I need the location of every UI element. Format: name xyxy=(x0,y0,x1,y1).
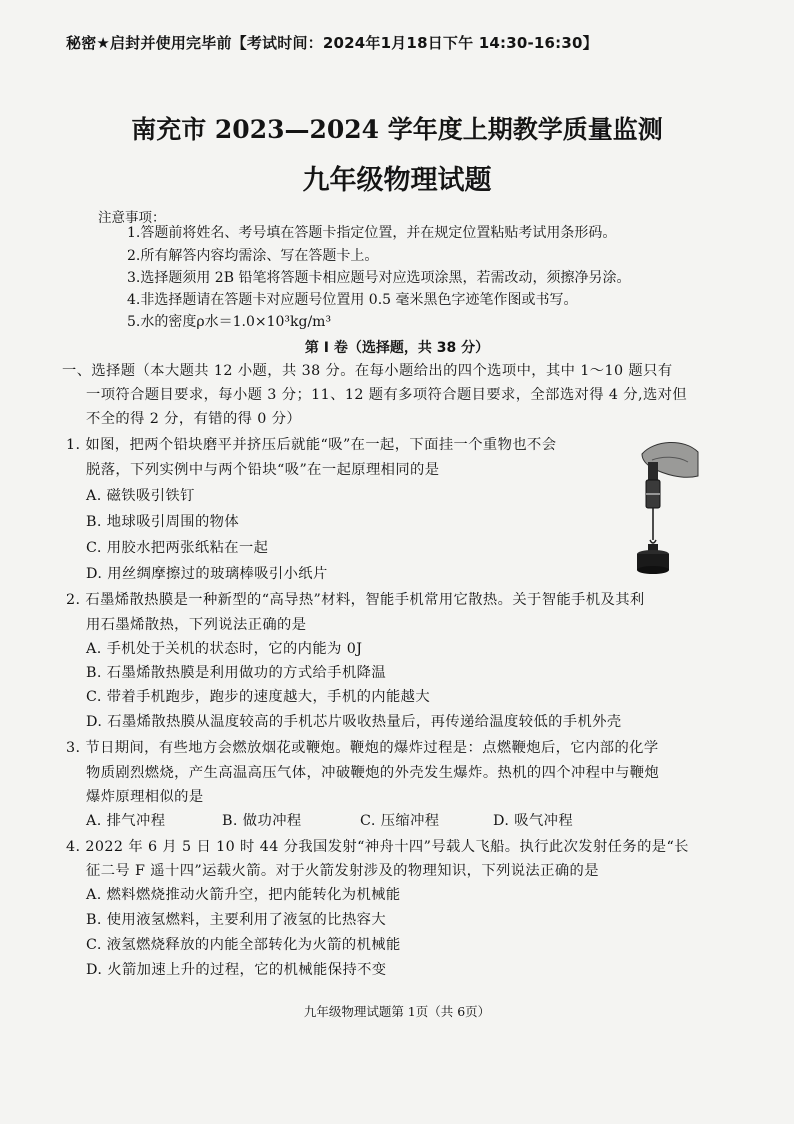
question-stem: 征二号 F 遥十四”运载火箭。对于火箭发射涉及的物理知识，下列说法正确的是 xyxy=(86,863,599,879)
question-stem: 爆炸原理相似的是 xyxy=(86,789,204,805)
option-d: D. 吸气冲程 xyxy=(493,813,574,829)
option-d: D. 火箭加速上升的过程，它的机械能保持不变 xyxy=(86,962,387,978)
part-instruction: 一、选择题（本大题共 12 小题，共 38 分。在每小题给出的四个选项中，其中 1～10 题只有 xyxy=(62,363,673,379)
option-b: B. 地球吸引周围的物体 xyxy=(86,514,240,530)
option-b: B. 做功冲程 xyxy=(222,813,302,829)
option-c: C. 用胶水把两张纸粘在一起 xyxy=(86,540,269,556)
notice-heading: 注意事项： xyxy=(98,210,166,226)
question-stem: 2. 石墨烯散热膜是一种新型的“高导热”材料，智能手机常用它散热。关于智能手机及其利 xyxy=(66,592,645,608)
option-c: C. 压缩冲程 xyxy=(360,813,440,829)
notice-item: 3.选择题须用 2B 铅笔将答题卡相应题号对应选项涂黑，若需改动，须擦净另涂。 xyxy=(127,270,631,286)
question-stem: 脱落，下列实例中与两个铅块“吸”在一起原理相同的是 xyxy=(86,462,440,478)
lead-blocks-figure xyxy=(612,436,702,578)
part-instruction: 不全的得 2 分，有错的得 0 分） xyxy=(86,411,302,427)
notice-item: 4.非选择题请在答题卡对应题号位置用 0.5 毫米黑色字迹笔作图或书写。 xyxy=(127,292,578,308)
confidential-header: 秘密★启封并使用完毕前【考试时间：2024年1月18日下午 14:30-16:30】 xyxy=(66,34,598,52)
option-c: C. 带着手机跑步，跑步的速度越大，手机的内能越大 xyxy=(86,689,431,705)
exam-subtitle: 九年级物理试题 xyxy=(302,165,492,196)
option-a: A. 磁铁吸引铁钉 xyxy=(86,488,195,504)
option-d: D. 用丝绸摩擦过的玻璃棒吸引小纸片 xyxy=(86,566,328,582)
option-a: A. 手机处于关机的状态时，它的内能为 0J xyxy=(86,641,363,657)
question-stem: 1. 如图，把两个铅块磨平并挤压后就能“吸”在一起，下面挂一个重物也不会 xyxy=(66,437,557,453)
question-stem: 3. 节日期间，有些地方会燃放烟花或鞭炮。鞭炮的爆炸过程是：点燃鞭炮后，它内部的化学 xyxy=(66,740,659,756)
option-c: C. 液氢燃烧释放的内能全部转化为火箭的机械能 xyxy=(86,937,401,953)
question-stem: 用石墨烯散热，下列说法正确的是 xyxy=(86,617,307,633)
option-b: B. 使用液氢燃料，主要利用了液氢的比热容大 xyxy=(86,912,387,928)
question-stem: 物质剧烈燃烧，产生高温高压气体，冲破鞭炮的外壳发生爆炸。热机的四个冲程中与鞭炮 xyxy=(86,765,660,781)
page-footer: 九年级物理试题第 1页（共 6页） xyxy=(303,1004,491,1019)
section-title: 第 I 卷（选择题，共 38 分） xyxy=(304,340,490,356)
question-stem: 4. 2022 年 6 月 5 日 10 时 44 分我国发射“神舟十四”号载人飞船。执行此次发射任务的是“长 xyxy=(66,839,689,855)
option-a: A. 排气冲程 xyxy=(86,813,166,829)
option-d: D. 石墨烯散热膜从温度较高的手机芯片吸收热量后，再传递给温度较低的手机外壳 xyxy=(86,714,622,730)
part-instruction: 一项符合题目要求，每小题 3 分；11、12 题有多项符合题目要求，全部选对得 4 分,选对但 xyxy=(86,387,688,403)
option-b: B. 石墨烯散热膜是利用做功的方式给手机降温 xyxy=(86,665,387,681)
notice-item: 1.答题前将姓名、考号填在答题卡指定位置，并在规定位置粘贴考试用条形码。 xyxy=(127,225,617,241)
option-a: A. 燃料燃烧推动火箭升空，把内能转化为机械能 xyxy=(86,887,401,903)
notice-item: 5.水的密度ρ水＝1.0×10³kg/m³ xyxy=(127,314,332,330)
exam-title: 南充市 2023—2024 学年度上期教学质量监测 xyxy=(131,115,663,144)
notice-item: 2.所有解答内容均需涂、写在答题卡上。 xyxy=(127,248,379,264)
